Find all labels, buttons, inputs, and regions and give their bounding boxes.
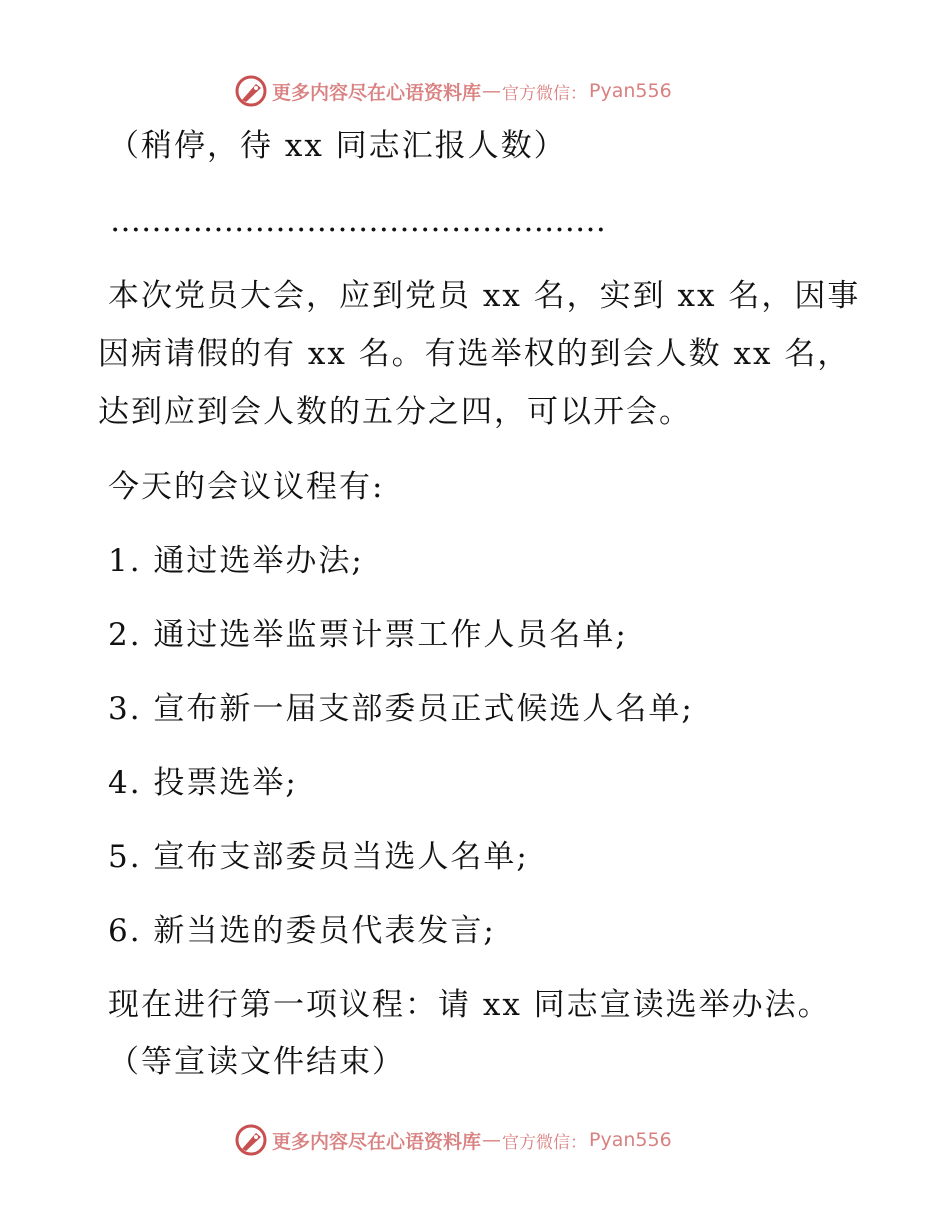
watermark-secondary-text: 官方微信： bbox=[502, 1132, 588, 1153]
pen-nib-logo-icon bbox=[234, 74, 268, 108]
agenda-heading: 今天的会议议程有: bbox=[108, 469, 385, 505]
footer-watermark bbox=[234, 1120, 672, 1160]
agenda-item: 5. 宣布支部委员当选人名单; bbox=[108, 839, 529, 875]
pen-nib-logo-icon bbox=[234, 1123, 268, 1157]
agenda-item: 3. 宣布新一届支部委员正式候选人名单; bbox=[108, 691, 694, 727]
agenda-item: 4. 投票选举; bbox=[108, 765, 298, 801]
watermark-dash: — bbox=[482, 80, 502, 102]
agenda-item: 6. 新当选的委员代表发言; bbox=[108, 913, 496, 949]
watermark-handle: Pyan556 bbox=[589, 80, 672, 102]
agenda-item: 2. 通过选举监票计票工作人员名单; bbox=[108, 617, 628, 653]
watermark-main-text: 更多内容尽在心语资料库 bbox=[272, 1130, 482, 1153]
watermark-main-text: 更多内容尽在心语资料库 bbox=[272, 81, 482, 104]
paragraph-line: 因病请假的有 xx 名。有选举权的到会人数 xx 名， bbox=[98, 336, 851, 372]
agenda-item: 1. 通过选举办法; bbox=[108, 543, 364, 579]
watermark-handle: Pyan556 bbox=[589, 1129, 672, 1151]
ellipsis-line: ………………………………………… bbox=[110, 203, 606, 239]
header-watermark bbox=[234, 71, 672, 111]
watermark-dash: — bbox=[482, 1129, 502, 1151]
paragraph-line: （稍停，待 xx 同志汇报人数） bbox=[108, 128, 567, 164]
paragraph-line: 现在进行第一项议程：请 xx 同志宣读选举办法。 bbox=[108, 987, 831, 1023]
paragraph-line: （等宣读文件结束） bbox=[108, 1044, 405, 1080]
watermark-secondary-text: 官方微信： bbox=[502, 83, 588, 104]
paragraph-line: 达到应到会人数的五分之四，可以开会。 bbox=[98, 394, 692, 430]
paragraph-line: 本次党员大会，应到党员 xx 名，实到 xx 名，因事 bbox=[108, 278, 861, 314]
